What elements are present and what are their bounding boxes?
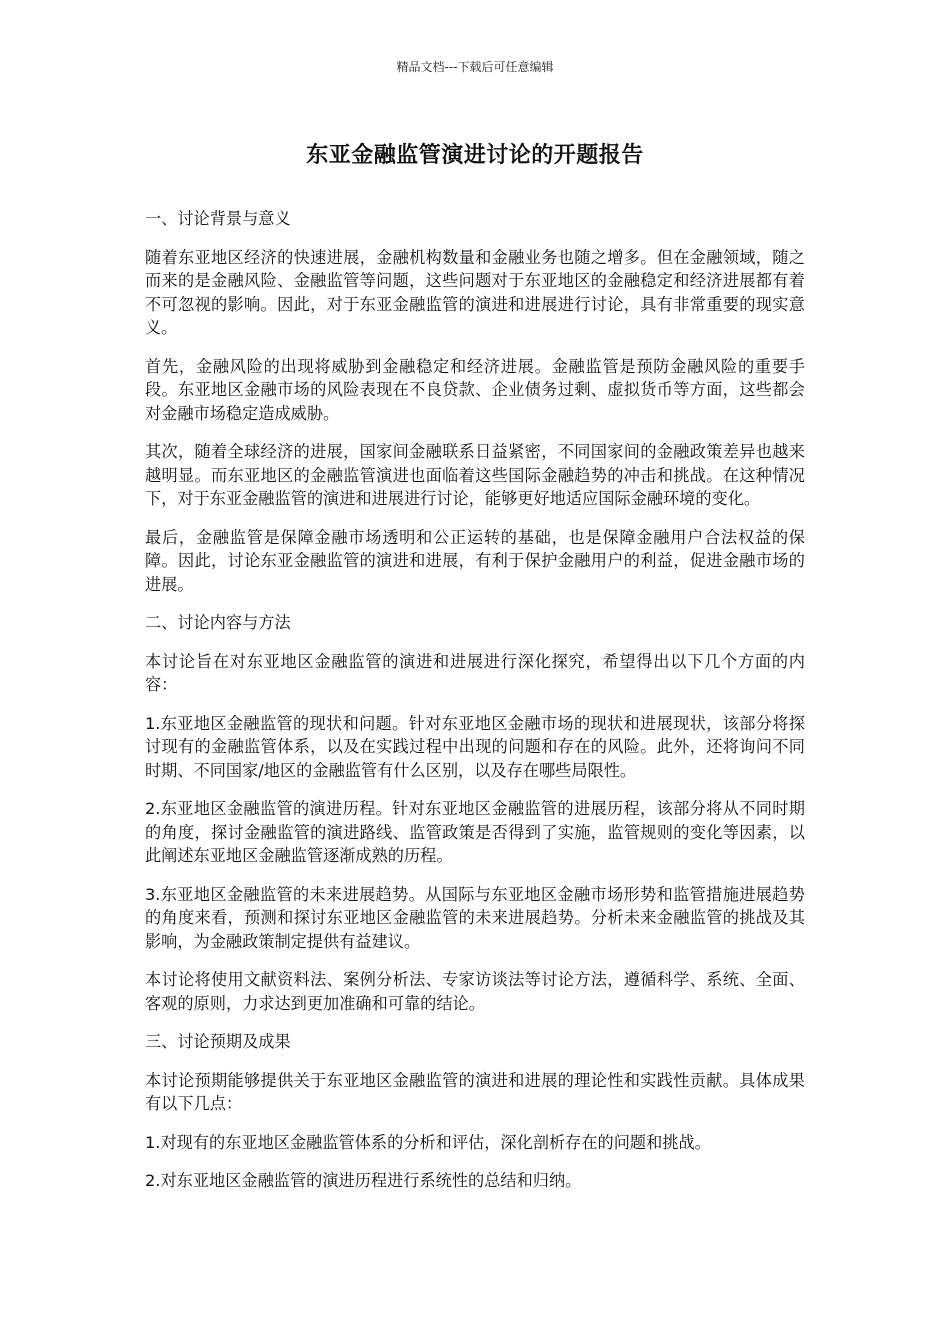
document-title: 东亚金融监管演进讨论的开题报告 <box>306 143 644 168</box>
paragraph: 本讨论预期能够提供关于东亚地区金融监管的演进和进展的理论性和实践性贡献。具体成果有以下几点： <box>145 1070 805 1113</box>
paragraph: 1.东亚地区金融监管的现状和问题。针对东亚地区金融市场的现状和进展现状，该部分将探讨现有的金融监管体系，以及在实践过程中出现的问题和存在的风险。此外，还将询问不同时期、不同国家/地区的金融监管有什么区别，以及存在哪些局限性。 <box>145 713 805 780</box>
paragraph: 1.对现有的东亚地区金融监管体系的分析和评估，深化剖析存在的问题和挑战。 <box>145 1132 711 1152</box>
section-heading-background: 一、讨论背景与意义 <box>145 209 291 228</box>
section-heading-content-methods: 二、讨论内容与方法 <box>145 613 291 632</box>
paragraph: 最后，金融监管是保障金融市场透明和公正运转的基础，也是保障金融用户合法权益的保障。因此，讨论东亚金融监管的演进和进展，有利于保护金融用户的利益，促进金融市场的进展。 <box>145 527 805 594</box>
paragraph: 首先，金融风险的出现将威胁到金融稳定和经济进展。金融监管是预防金融风险的重要手段。东亚地区金融市场的风险表现在不良贷款、企业债务过剩、虚拟货币等方面，这些都会对金融市场稳定造成威胁。 <box>145 356 805 423</box>
paragraph: 其次，随着全球经济的进展，国家间金融联系日益紧密，不同国家间的金融政策差异也越来越明显。而东亚地区的金融监管演进也面临着这些国际金融趋势的冲击和挑战。在这种情况下，对于东亚金融监管的演进和进展进行讨论，能够更好地适应国际金融环境的变化。 <box>145 442 805 508</box>
header-note: 精品文档---下载后可任意编辑 <box>396 60 554 74</box>
paragraph: 本讨论旨在对东亚地区金融监管的演进和进展进行深化探究，希望得出以下几个方面的内容： <box>145 651 805 694</box>
paragraph: 本讨论将使用文献资料法、案例分析法、专家访谈法等讨论方法，遵循科学、系统、全面、客观的原则，力求达到更加准确和可靠的结论。 <box>145 970 805 1013</box>
section-heading-expected-results: 三、讨论预期及成果 <box>145 1032 291 1051</box>
paragraph: 2.对东亚地区金融监管的演进历程进行系统性的总结和归纳。 <box>145 1171 582 1190</box>
paragraph: 3.东亚地区金融监管的未来进展趋势。从国际与东亚地区金融市场形势和监管措施进展趋势的角度来看，预测和探讨东亚地区金融监管的未来进展趋势。分析未来金融监管的挑战及其影响，为金融政策制定提供有益建议。 <box>145 884 805 951</box>
document-body <box>145 207 805 1208</box>
paragraph: 随着东亚地区经济的快速进展，金融机构数量和金融业务也随之增多。但在金融领域，随之而来的是金融风险、金融监管等问题，这些问题对于东亚地区的金融稳定和经济进展都有着不可忽视的影响。因此，对于东亚金融监管的演进和进展进行讨论，具有非常重要的现实意义。 <box>145 247 805 337</box>
paragraph: 2.东亚地区金融监管的演进历程。针对东亚地区金融监管的进展历程，该部分将从不同时期的角度，探讨金融监管的演进路线、监管政策是否得到了实施，监管规则的变化等因素，以此阐述东亚地区金融监管逐渐成熟的历程。 <box>145 799 805 865</box>
